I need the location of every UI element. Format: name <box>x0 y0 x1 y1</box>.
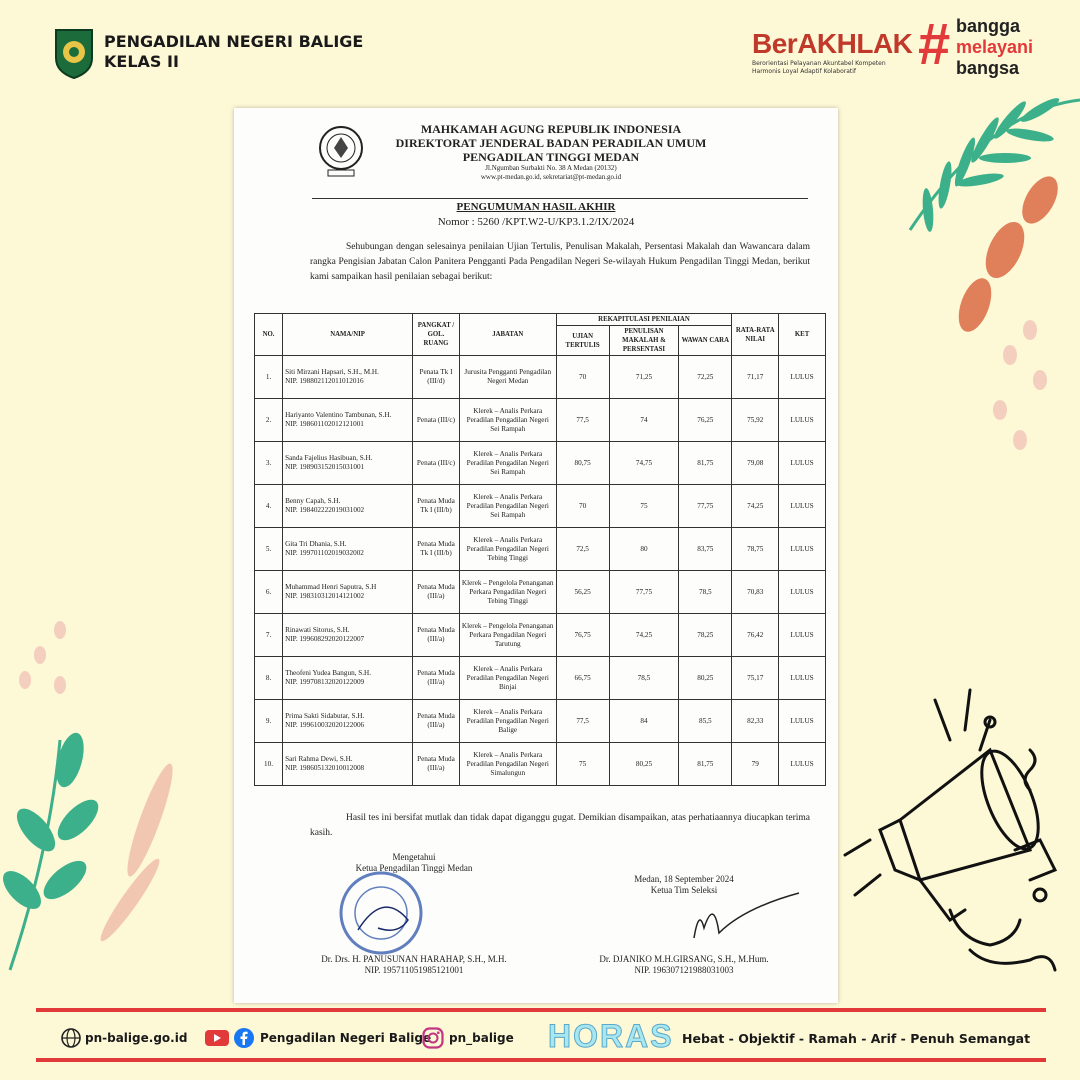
table-row <box>255 700 826 743</box>
col-rata: RATA-RATA NILAI <box>732 314 779 356</box>
row-ket: LULUS <box>779 442 826 485</box>
row-nip-text: NIP. 198903152015031001 <box>285 463 365 471</box>
row-no: 7. <box>255 614 283 657</box>
bangga-word2: melayani <box>956 37 1034 57</box>
row-nama <box>283 571 413 614</box>
row-no: 2. <box>255 399 283 442</box>
instagram-text: pn_balige <box>449 1031 514 1045</box>
row-nip-text: NIP. 198310312014121002 <box>285 592 365 600</box>
row-ujian: 80,75 <box>556 442 609 485</box>
org-name-line2: KELAS II <box>104 52 179 71</box>
sign-right-title2: Ketua Tim Seleksi <box>650 885 718 895</box>
table-row <box>255 571 826 614</box>
row-rata: 76,42 <box>732 614 779 657</box>
row-wawancara: 85,5 <box>679 700 732 743</box>
row-makalah: 74 <box>609 399 679 442</box>
berakhlak-sub1: Berorientasi Pelayanan Akuntabel Kompeten <box>752 60 886 67</box>
row-pangkat: Penata Muda (III/a) <box>413 614 460 657</box>
row-name-text: Gita Tri Dhania, S.H. <box>285 540 347 548</box>
row-nama <box>283 356 413 399</box>
row-rata: 70,83 <box>732 571 779 614</box>
col-no: NO. <box>255 314 283 356</box>
row-makalah: 84 <box>609 700 679 743</box>
row-jabatan: Jurusita Pengganti Pengadilan Negeri Medan <box>459 356 556 399</box>
social-text: Pengadilan Negeri Balige <box>260 1031 432 1045</box>
row-rata: 79 <box>732 743 779 786</box>
bangga-word3: bangsa <box>956 58 1020 78</box>
row-no: 4. <box>255 485 283 528</box>
instagram-icon <box>422 1027 444 1049</box>
row-wawancara: 72,25 <box>679 356 732 399</box>
signature-right-icon <box>604 888 804 948</box>
letterhead-line1: MAHKAMAH AGUNG REPUBLIK INDONESIA <box>420 122 682 136</box>
row-wawancara: 83,75 <box>679 528 732 571</box>
row-nama <box>283 657 413 700</box>
row-rata: 75,92 <box>732 399 779 442</box>
sign-left-title1: Mengetahui <box>392 852 436 862</box>
row-ujian: 70 <box>556 356 609 399</box>
row-rata: 82,33 <box>732 700 779 743</box>
row-ujian: 75 <box>556 743 609 786</box>
row-ket: LULUS <box>779 399 826 442</box>
row-makalah: 80,25 <box>609 743 679 786</box>
row-name-text: Prima Sakti Sidabutar, S.H. <box>285 712 365 720</box>
table-row <box>255 356 826 399</box>
row-nama <box>283 614 413 657</box>
letterhead-line2: DIREKTORAT JENDERAL BADAN PERADILAN UMUM <box>395 136 707 150</box>
row-jabatan: Klerek – Analis Perkara Peradilan Pengadilan Negeri Sei Rampah <box>459 442 556 485</box>
row-no: 10. <box>255 743 283 786</box>
org-name-line1: PENGADILAN NEGERI BALIGE <box>104 32 364 51</box>
youtube-icon <box>204 1028 230 1048</box>
leaf-decoration-icon <box>0 590 240 990</box>
row-no: 1. <box>255 356 283 399</box>
row-ket: LULUS <box>779 485 826 528</box>
sign-left-nip: NIP. 195711051985121001 <box>364 965 464 975</box>
row-wawancara: 81,75 <box>679 442 732 485</box>
court-stamp-icon <box>338 870 424 956</box>
announcement-number: Nomor : 5260 /KPT.W2-U/KP3.1.2/IX/2024 <box>437 216 635 228</box>
table-row <box>255 485 826 528</box>
row-nama <box>283 743 413 786</box>
row-name-text: Theofeni Yudea Bangun, S.H. <box>285 669 372 677</box>
row-ket: LULUS <box>779 743 826 786</box>
sign-right-nip: NIP. 196307121988031003 <box>634 965 734 975</box>
col-jabatan: JABATAN <box>459 314 556 356</box>
footer-tagline <box>682 1022 1030 1054</box>
sign-right-title1: Medan, 18 September 2024 <box>634 874 734 884</box>
row-pangkat: Penata Muda Tk I (III/b) <box>413 528 460 571</box>
row-ket: LULUS <box>779 700 826 743</box>
letterhead-web: www.pt-medan.go.id, sekretariat@pt-medan.go.id <box>480 173 622 181</box>
row-jabatan: Klerek – Pengelola Penanganan Perkara Pengadilan Negeri Tebing Tinggi <box>459 571 556 614</box>
berakhlak-sub2: Harmonis Loyal Adaptif Kolaboratif <box>752 68 857 75</box>
row-pangkat: Penata Muda (III/a) <box>413 657 460 700</box>
row-wawancara: 78,25 <box>679 614 732 657</box>
announcement-title: PENGUMUMAN HASIL AKHIR <box>456 201 616 213</box>
row-nip-text: NIP. 199701102019032002 <box>285 549 364 557</box>
row-ujian: 72,5 <box>556 528 609 571</box>
sign-left-title2: Ketua Pengadilan Tinggi Medan <box>355 863 473 873</box>
row-makalah: 80 <box>609 528 679 571</box>
footer-social[interactable] <box>204 1022 431 1054</box>
col-penulisan: PENULISAN MAKALAH & PERSENTASI <box>609 326 679 356</box>
bangga-hash: # <box>918 12 951 77</box>
row-name-text: Siti Mirzani Hapsari, S.H., M.H. <box>285 368 379 376</box>
col-rekap: REKAPITULASI PENILAIAN <box>556 314 732 326</box>
row-rata: 75,17 <box>732 657 779 700</box>
horas-text: HORAS <box>548 1017 674 1054</box>
footer-website[interactable] <box>60 1022 187 1054</box>
row-ket: LULUS <box>779 528 826 571</box>
row-ujian: 76,75 <box>556 614 609 657</box>
leaf-decoration-icon <box>870 80 1080 460</box>
row-nama <box>283 485 413 528</box>
bangga-melayani-logo <box>918 12 1034 78</box>
table-row <box>255 614 826 657</box>
row-jabatan: Klerek – Pengelola Penanganan Perkara Pengadilan Negeri Tarutung <box>459 614 556 657</box>
row-name-text: Hariyanto Valentino Tambunan, S.H. <box>285 411 392 419</box>
col-pangkat: PANGKAT / GOL. RUANG <box>413 314 460 356</box>
row-makalah: 75 <box>609 485 679 528</box>
row-nama <box>283 399 413 442</box>
sign-left-name: Dr. Drs. H. PANUSUNAN HARAHAP, S.H., M.H. <box>321 954 507 964</box>
row-pangkat: Penata Muda Tk I (III/b) <box>413 485 460 528</box>
row-name-text: Rinawati Sitorus, S.H. <box>285 626 350 634</box>
court-logo-icon <box>52 26 96 80</box>
row-pangkat: Penata (III/c) <box>413 442 460 485</box>
footer-top-line <box>36 1008 1046 1012</box>
row-nama <box>283 442 413 485</box>
globe-icon <box>60 1027 82 1049</box>
col-wawancara: WAWAN CARA <box>679 326 732 356</box>
megaphone-icon <box>840 680 1070 1000</box>
row-makalah: 74,75 <box>609 442 679 485</box>
bangga-word1: bangga <box>956 16 1021 36</box>
closing-paragraph: Hasil tes ini bersifat mutlak dan tidak dapat diganggu gugat. Demikian disampaikan, atas perhatiaannya diucapkan terima kasih. <box>310 813 810 838</box>
row-ujian: 77,5 <box>556 399 609 442</box>
signature-left-name <box>294 954 534 976</box>
col-ujian: UJIAN TERTULIS <box>556 326 609 356</box>
tagline-text: Hebat - Objektif - Ramah - Arif - Penuh Semangat <box>682 1030 1031 1046</box>
row-rata: 78,75 <box>732 528 779 571</box>
row-makalah: 77,75 <box>609 571 679 614</box>
row-pangkat: Penata Muda (III/a) <box>413 743 460 786</box>
letterhead-divider <box>312 198 808 199</box>
row-wawancara: 80,25 <box>679 657 732 700</box>
row-nip-text: NIP. 198605132010012008 <box>285 764 365 772</box>
row-wawancara: 76,25 <box>679 399 732 442</box>
footer-bottom-line <box>36 1058 1046 1062</box>
table-row <box>255 528 826 571</box>
row-no: 5. <box>255 528 283 571</box>
facebook-icon <box>233 1027 255 1049</box>
table-row <box>255 743 826 786</box>
row-pangkat: Penata Tk I (III/d) <box>413 356 460 399</box>
row-ket: LULUS <box>779 614 826 657</box>
berakhlak-logo <box>752 28 912 76</box>
row-nip-text: NIP. 199708132020122009 <box>285 678 365 686</box>
row-jabatan: Klerek – Analis Perkara Peradilan Pengadilan Negeri Simalungun <box>459 743 556 786</box>
row-ket: LULUS <box>779 356 826 399</box>
results-table <box>254 313 826 786</box>
row-makalah: 71,25 <box>609 356 679 399</box>
signature-right-name <box>564 954 804 976</box>
row-nama <box>283 528 413 571</box>
row-pangkat: Penata Muda (III/a) <box>413 700 460 743</box>
row-ket: LULUS <box>779 657 826 700</box>
footer-instagram[interactable] <box>422 1022 514 1054</box>
row-makalah: 74,25 <box>609 614 679 657</box>
row-rata: 74,25 <box>732 485 779 528</box>
row-no: 8. <box>255 657 283 700</box>
row-wawancara: 78,5 <box>679 571 732 614</box>
row-no: 3. <box>255 442 283 485</box>
row-jabatan: Klerek – Analis Perkara Peradilan Pengadilan Negeri Sei Rampah <box>459 399 556 442</box>
table-row <box>255 399 826 442</box>
row-no: 9. <box>255 700 283 743</box>
footer-horas <box>548 1016 674 1056</box>
website-text: pn-balige.go.id <box>85 1031 188 1045</box>
row-wawancara: 81,75 <box>679 743 732 786</box>
row-name-text: Muhammad Henri Saputra, S.H <box>285 583 377 591</box>
row-name-text: Sanda Fajelius Hasibuan, S.H. <box>285 454 373 462</box>
row-makalah: 78,5 <box>609 657 679 700</box>
row-pangkat: Penata Muda (III/a) <box>413 571 460 614</box>
row-nama <box>283 700 413 743</box>
row-nip-text: NIP. 198802112011012016 <box>285 377 364 385</box>
row-wawancara: 77,75 <box>679 485 732 528</box>
intro-paragraph: Sehubungan dengan selesainya penilaian Ujian Tertulis, Penulisan Makalah, Persentasi Makalah dan Wawancara dalam rangka Pengisian Jabatan Calon Panitera Pengganti Pada Pengadilan Negeri Se-wilayah Hukum Pengadilan Tinggi Medan, berikut kami sampaikan hasil penilaian sebagai berikut: <box>310 242 810 282</box>
row-nip-text: NIP. 198601102012121001 <box>285 420 364 428</box>
row-ujian: 70 <box>556 485 609 528</box>
row-nip-text: NIP. 198402222019031002 <box>285 506 365 514</box>
letterhead-address: Jl.Ngumban Surbakti No. 38 A Medan (20132) <box>485 164 617 172</box>
row-nip-text: NIP. 199610032020122006 <box>285 721 365 729</box>
row-ujian: 56,25 <box>556 571 609 614</box>
org-name <box>104 32 363 72</box>
berakhlak-text: BerAKHLAK <box>752 28 913 59</box>
col-nama: NAMA/NIP <box>283 314 413 356</box>
col-ket: KET <box>779 314 826 356</box>
row-jabatan: Klerek – Analis Perkara Peradilan Pengadilan Negeri Balige <box>459 700 556 743</box>
row-ujian: 66,75 <box>556 657 609 700</box>
row-jabatan: Klerek – Analis Perkara Peradilan Pengadilan Negeri Sei Rampah <box>459 485 556 528</box>
row-rata: 79,08 <box>732 442 779 485</box>
announcement-document <box>234 108 838 1003</box>
row-nip-text: NIP. 199608292020122007 <box>285 635 365 643</box>
row-pangkat: Penata (III/c) <box>413 399 460 442</box>
row-ujian: 77,5 <box>556 700 609 743</box>
row-jabatan: Klerek – Analis Perkara Peradilan Pengadilan Negeri Tebing Tinggi <box>459 528 556 571</box>
row-name-text: Benny Capah, S.H. <box>285 497 341 505</box>
row-rata: 71,17 <box>732 356 779 399</box>
letterhead-line3: PENGADILAN TINGGI MEDAN <box>462 150 640 164</box>
row-no: 6. <box>255 571 283 614</box>
row-name-text: Sari Rahma Dewi, S.H. <box>285 755 353 763</box>
sign-right-name: Dr. DJANIKO M.H.GIRSANG, S.H., M.Hum. <box>599 954 769 964</box>
row-jabatan: Klerek – Analis Perkara Peradilan Pengadilan Negeri Binjai <box>459 657 556 700</box>
letterhead <box>234 122 838 182</box>
table-row <box>255 442 826 485</box>
table-row <box>255 657 826 700</box>
row-ket: LULUS <box>779 571 826 614</box>
